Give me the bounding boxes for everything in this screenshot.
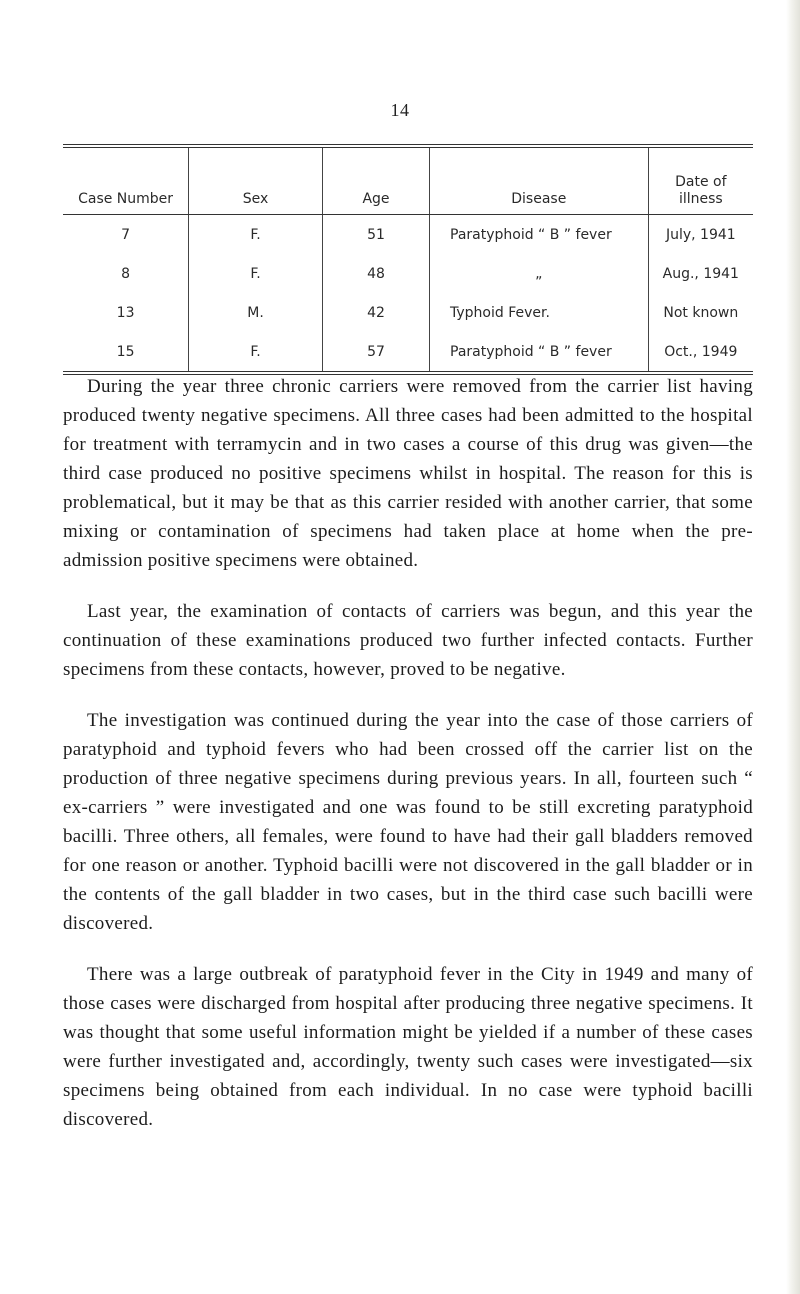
paragraph: The investigation was continued during the year into the case of those carriers of paratyphoid and typhoid fevers who had been crossed off the carrier list on the production of three negative specimens during previous years. In all, fourteen such “ ex-carriers ” were investigated and one was found to be still excreting paratyphoid bacilli. Three others, all females, were found to have had their gall bladders removed for one reason or another. Typhoid bacilli were not discovered in the gall bladder or in the contents of the gall bladder in two cases, but in the third case such bacilli were discovered.: [63, 710, 753, 934]
table-row: [63, 254, 753, 293]
cell-sex: M.: [189, 293, 323, 332]
header-sex: Sex: [189, 148, 323, 215]
cell-age: 51: [322, 215, 429, 255]
cell-age: 57: [322, 332, 429, 371]
carrier-table-container: [63, 144, 753, 375]
cell-disease: Typhoid Fever.: [430, 293, 649, 332]
header-date-of-illness: Date of illness: [648, 148, 753, 215]
cell-sex: F.: [189, 332, 323, 371]
table-row: [63, 332, 753, 371]
cell-date: Aug., 1941: [648, 254, 753, 293]
cell-disease-ditto: „: [430, 254, 649, 293]
table-row: [63, 215, 753, 255]
cell-sex: F.: [189, 215, 323, 255]
cell-date: Not known: [648, 293, 753, 332]
carrier-table: [63, 148, 753, 371]
table-row: [63, 293, 753, 332]
cell-age: 48: [322, 254, 429, 293]
cell-disease: Paratyphoid “ B ” fever: [430, 332, 649, 371]
cell-case-number: 13: [116, 304, 135, 321]
table-header-row: [63, 148, 753, 215]
paragraph: There was a large outbreak of paratyphoid fever in the City in 1949 and many of those cases were discharged from hospital after producing three negative specimens. It was thought that some useful information might be yielded if a number of these cases were further investigated and, accordingly, twenty such cases were investigated—six specimens being obtained from each individual. In no case were typhoid bacilli discovered.: [63, 964, 753, 1130]
header-case-number: Case Number: [63, 148, 189, 215]
header-disease: Disease: [430, 148, 649, 215]
cell-case-number: 15: [116, 343, 135, 360]
cell-case-number: 7: [121, 226, 131, 243]
cell-date: July, 1941: [648, 215, 753, 255]
header-age: Age: [322, 148, 429, 215]
paragraph: Last year, the examination of contacts of carriers was begun, and this year the continuation of these examinations produced two further infected contacts. Further specimens from these contacts, however, proved to be negative.: [63, 601, 753, 680]
paragraph: During the year three chronic carriers were removed from the carrier list having produced twenty negative specimens. All three cases had been admitted to the hospital for treatment with terramycin and in two cases a course of this drug was given—the third case produced no positive specimens whilst in hospital. The reason for this is problematical, but it may be that as this carrier resided with another carrier, that some mixing or contamination of specimens had taken place at home when the pre-admission positive specimens were obtained.: [63, 376, 753, 571]
cell-age: 42: [322, 293, 429, 332]
body-text: [63, 372, 753, 1156]
cell-sex: F.: [189, 254, 323, 293]
page-number: 14: [390, 100, 410, 120]
cell-disease: Paratyphoid “ B ” fever: [430, 215, 649, 255]
cell-date: Oct., 1949: [648, 332, 753, 371]
cell-case-number: 8: [121, 265, 131, 282]
page-edge-shadow: [786, 0, 800, 1294]
